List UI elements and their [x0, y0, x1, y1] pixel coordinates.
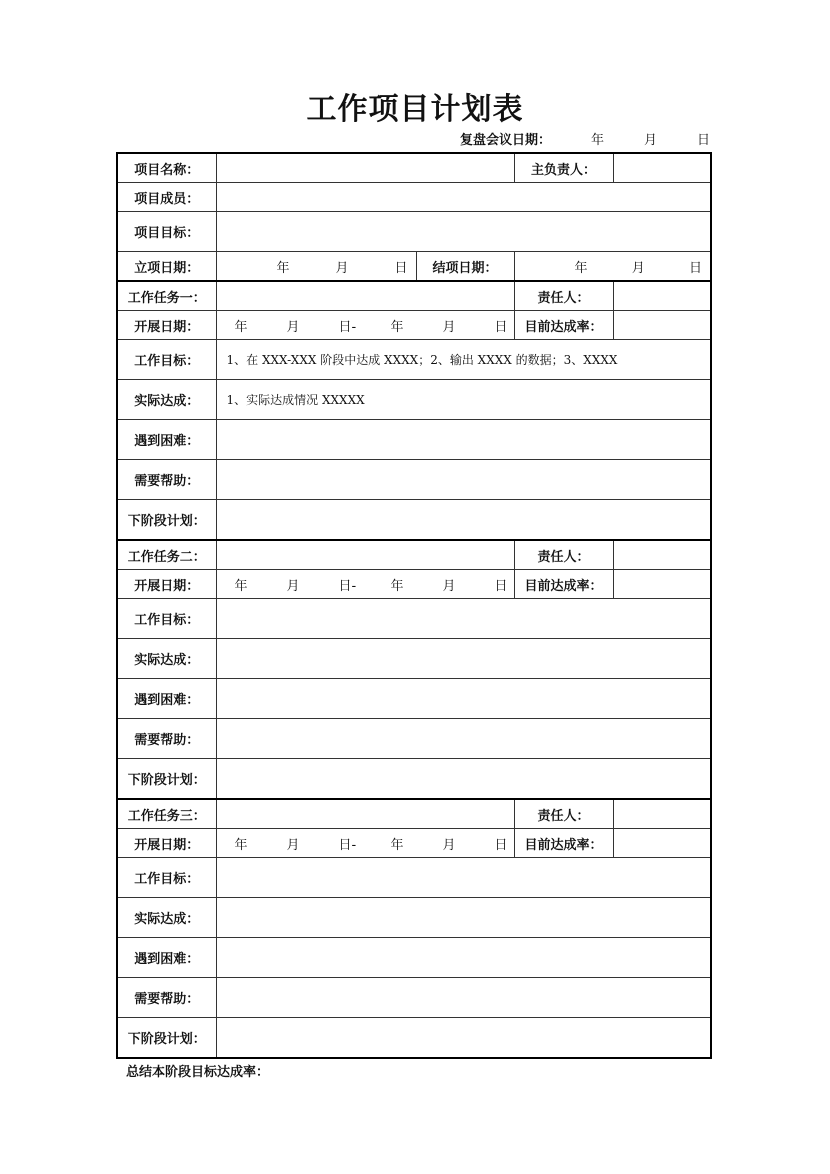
task-1-difficulty-field[interactable] [216, 420, 711, 460]
date-part: 月 [442, 578, 456, 594]
task-1-actual-field[interactable]: 1、实际达成情况 XXXXX [216, 380, 711, 420]
task-3-help-field[interactable] [216, 978, 711, 1018]
day-label: 日 [696, 133, 710, 148]
task-1-help-label: 需要帮助： [117, 460, 216, 500]
date-part: 月 [442, 319, 456, 335]
task-2-label: 工作任务二： [117, 540, 216, 570]
task-2-owner-label: 责任人： [514, 540, 613, 570]
task-1-date-label: 开展日期： [117, 311, 216, 340]
task-3-name-field[interactable] [216, 799, 514, 829]
task-3-difficulty-field[interactable] [216, 938, 711, 978]
task-3-goal-label: 工作目标： [117, 858, 216, 898]
end-date-label: 结项日期： [416, 252, 514, 282]
task-2-next-plan-label: 下阶段计划： [117, 759, 216, 800]
task-2-rate-label: 目前达成率： [514, 570, 613, 599]
task-1-next-plan-field[interactable] [216, 500, 711, 541]
task-3-difficulty-label: 遇到困难： [117, 938, 216, 978]
plan-table [116, 152, 712, 1059]
start-date-label: 立项日期： [117, 252, 216, 282]
review-date-label: 复盘会议日期： [460, 133, 552, 148]
task-1-actual-label: 实际达成： [117, 380, 216, 420]
date-part: 日- [338, 837, 357, 853]
date-part: 日 [494, 837, 508, 853]
task-2-next-plan-field[interactable] [216, 759, 711, 800]
task-1-rate-field[interactable] [613, 311, 711, 340]
date-part: 年 [390, 837, 404, 853]
task-1-owner-field[interactable] [613, 281, 711, 311]
task-2-owner-field[interactable] [613, 540, 711, 570]
task-3-rate-label: 目前达成率： [514, 829, 613, 858]
page-title: 工作项目计划表 [306, 92, 524, 127]
task-2-actual-field[interactable] [216, 639, 711, 679]
date-part: 日- [338, 578, 357, 594]
start-date-field[interactable] [216, 252, 416, 282]
task-2-date-field[interactable] [216, 570, 514, 599]
task-3-actual-label: 实际达成： [117, 898, 216, 938]
task-3-actual-field[interactable] [216, 898, 711, 938]
review-date-field[interactable] [551, 129, 710, 148]
task-3-date-field[interactable] [216, 829, 514, 858]
members-field[interactable] [216, 183, 711, 212]
task-1-name-field[interactable] [216, 281, 514, 311]
task-1-goal-label: 工作目标： [117, 340, 216, 380]
date-part: 年 [234, 319, 248, 335]
date-part: 日 [494, 319, 508, 335]
project-name-label: 项目名称： [117, 153, 216, 183]
task-3-owner-field[interactable] [613, 799, 711, 829]
task-1-label: 工作任务一： [117, 281, 216, 311]
task-2-date-label: 开展日期： [117, 570, 216, 599]
date-part: 日- [338, 319, 357, 335]
date-part: 日 [494, 578, 508, 594]
month-label: 月 [644, 133, 658, 148]
task-2-actual-label: 实际达成： [117, 639, 216, 679]
task-3-date-label: 开展日期： [117, 829, 216, 858]
project-goal-label: 项目目标： [117, 212, 216, 252]
task-3-owner-label: 责任人： [514, 799, 613, 829]
end-date-field[interactable] [514, 252, 711, 282]
year-label: 年 [276, 260, 290, 276]
month-label: 月 [335, 260, 349, 276]
owner-field[interactable] [613, 153, 711, 183]
date-part: 月 [286, 319, 300, 335]
day-label: 日 [394, 260, 408, 276]
task-1-owner-label: 责任人： [514, 281, 613, 311]
task-1-rate-label: 目前达成率： [514, 311, 613, 340]
year-label: 年 [574, 260, 588, 276]
project-goal-field[interactable] [216, 212, 711, 252]
task-1-goal-field[interactable]: 1、在 XXX-XXX 阶段中达成 XXXX；2、输出 XXXX 的数据；3、XXXX [216, 340, 711, 380]
task-2-goal-label: 工作目标： [117, 599, 216, 639]
task-1-difficulty-label: 遇到困难： [117, 420, 216, 460]
task-2-name-field[interactable] [216, 540, 514, 570]
review-meeting-date [460, 129, 710, 148]
project-name-field[interactable] [216, 153, 514, 183]
task-2-goal-field[interactable] [216, 599, 711, 639]
members-label: 项目成员： [117, 183, 216, 212]
task-3-next-plan-label: 下阶段计划： [117, 1018, 216, 1059]
task-2-difficulty-label: 遇到困难： [117, 679, 216, 719]
date-part: 月 [286, 578, 300, 594]
task-2-difficulty-field[interactable] [216, 679, 711, 719]
date-part: 年 [234, 578, 248, 594]
task-2-rate-field[interactable] [613, 570, 711, 599]
task-2-help-label: 需要帮助： [117, 719, 216, 759]
day-label: 日 [688, 260, 702, 276]
task-3-goal-field[interactable] [216, 858, 711, 898]
task-3-rate-field[interactable] [613, 829, 711, 858]
year-label: 年 [591, 133, 605, 148]
date-part: 年 [390, 319, 404, 335]
date-part: 年 [234, 837, 248, 853]
summary-rate-label: 总结本阶段目标达成率： [126, 1065, 270, 1080]
month-label: 月 [631, 260, 645, 276]
task-1-next-plan-label: 下阶段计划： [117, 500, 216, 541]
owner-label: 主负责人： [514, 153, 613, 183]
task-3-next-plan-field[interactable] [216, 1018, 711, 1059]
date-part: 月 [442, 837, 456, 853]
task-2-help-field[interactable] [216, 719, 711, 759]
task-3-help-label: 需要帮助： [117, 978, 216, 1018]
task-1-date-field[interactable] [216, 311, 514, 340]
date-part: 月 [286, 837, 300, 853]
task-1-help-field[interactable] [216, 460, 711, 500]
task-3-label: 工作任务三： [117, 799, 216, 829]
date-part: 年 [390, 578, 404, 594]
